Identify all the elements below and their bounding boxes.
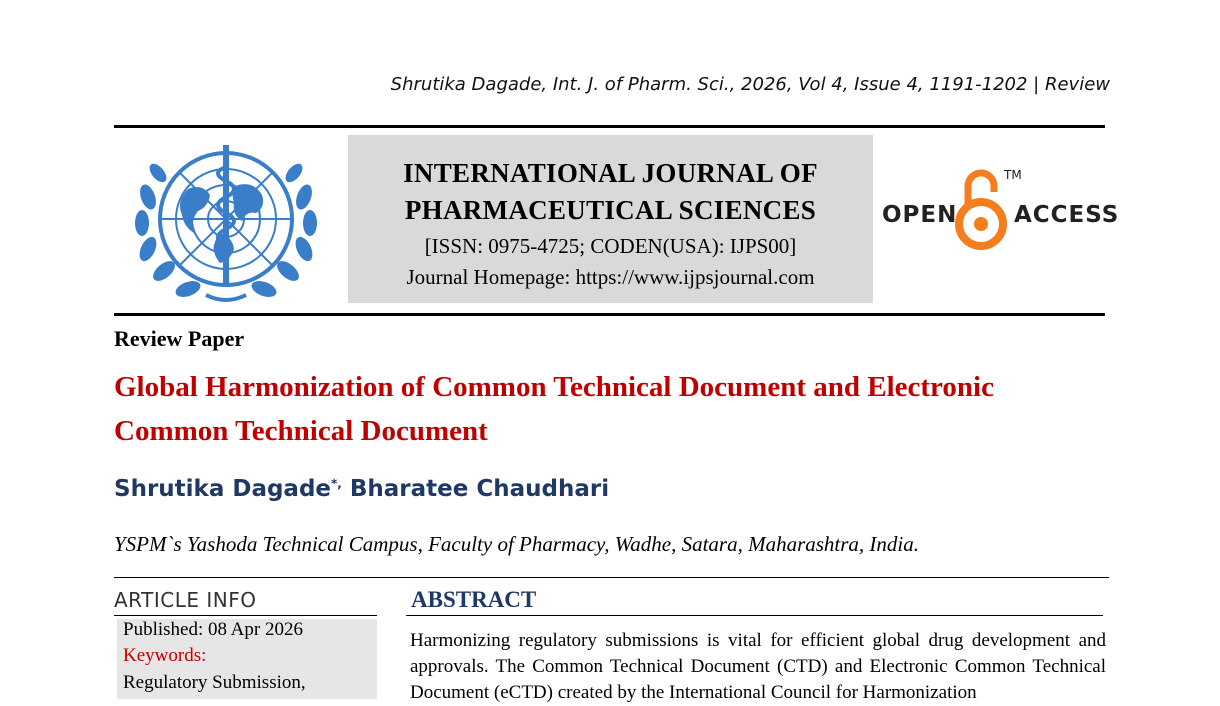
journal-title-line2: PHARMACEUTICAL SCIENCES (404, 195, 817, 225)
article-info-box (117, 619, 377, 699)
author-list (114, 476, 609, 502)
corresponding-mark: *, (331, 476, 342, 491)
author-name[interactable]: Shrutika Dagade (114, 476, 332, 502)
article-info-rule (114, 615, 377, 616)
author-name[interactable]: Bharatee Chaudhari (341, 476, 610, 502)
citation-header: Shrutika Dagade, Int. J. of Pharm. Sci., 2026, Vol 4, Issue 4, 1191-1202 | Review (390, 74, 1110, 95)
journal-header (114, 131, 1120, 309)
paper-title: Global Harmonization of Common Technical Document and Electronic Common Technical Document (114, 371, 994, 447)
open-access-open-text: OPEN (882, 202, 958, 228)
open-access-tm: TM (1004, 168, 1022, 182)
abstract-text: Harmonizing regulatory submissions is vital for efficient global drug development and approvals. The Common Technical Document (CTD) and Electronic Common Technical Document (eCTD) created by the International Council for Harmonization (410, 630, 1106, 703)
open-access-logo (880, 166, 1120, 256)
header-bottom-rule (114, 313, 1105, 316)
journal-title-box (348, 135, 873, 303)
abstract-heading: ABSTRACT (411, 587, 537, 612)
top-rule (114, 125, 1105, 128)
open-access-access-text: ACCESS (1014, 202, 1120, 228)
journal-issn: [ISSN: 0975-4725; CODEN(USA): IJPS00] (424, 234, 797, 258)
keywords-label: Keywords: (123, 645, 207, 666)
open-access-lock-icon (954, 166, 1008, 252)
keywords-list: Regulatory Submission, (123, 672, 306, 693)
affiliation: YSPM`s Yashoda Technical Campus, Faculty of Pharmacy, Wadhe, Satara, Maharashtra, India. (114, 532, 920, 556)
abstract-rule (406, 615, 1103, 616)
section-divider (114, 577, 1109, 578)
published-date: Published: 08 Apr 2026 (123, 619, 303, 640)
journal-title-line1: INTERNATIONAL JOURNAL OF (403, 158, 818, 188)
journal-homepage: Journal Homepage: https://www.ijpsjournal.com (406, 265, 815, 289)
who-emblem-icon (126, 137, 326, 307)
article-info-heading: ARTICLE INFO (114, 588, 257, 612)
paper-type: Review Paper (114, 326, 245, 351)
